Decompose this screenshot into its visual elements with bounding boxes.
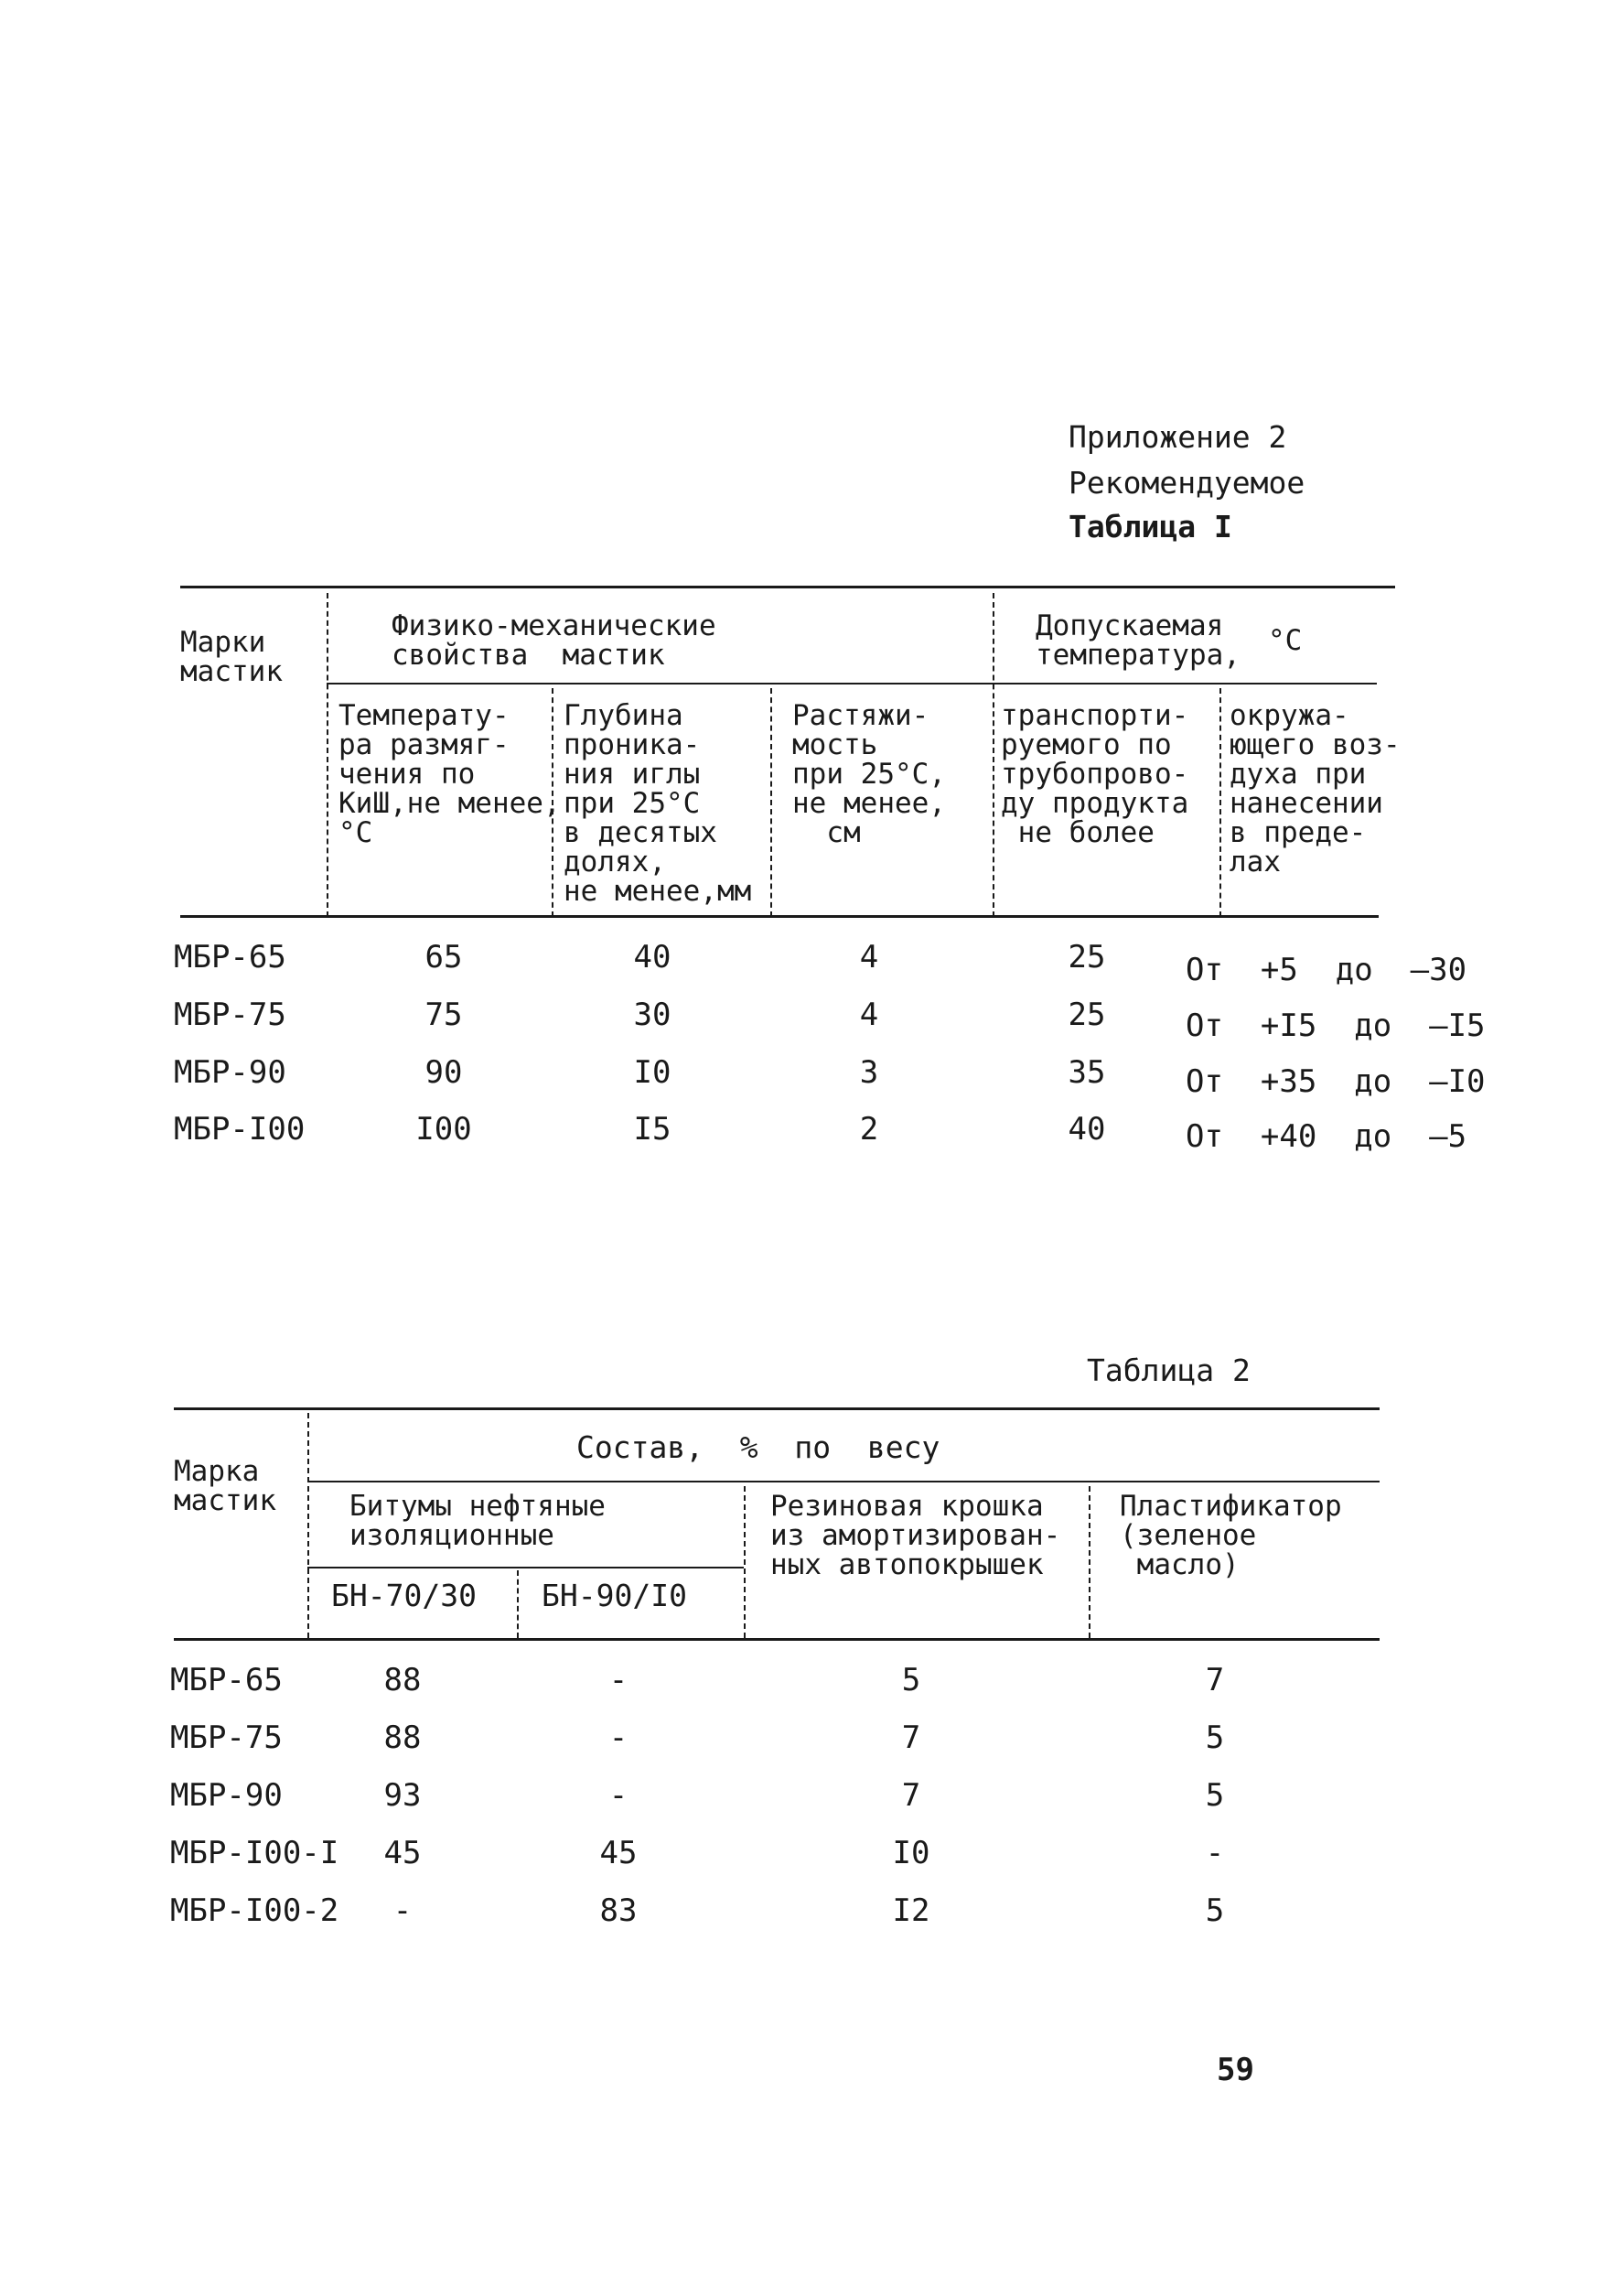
table1-cell-penetration: I5	[633, 1111, 671, 1148]
table2-cell-bn9010: -	[608, 1777, 628, 1814]
table2-cell-bn7030: 45	[383, 1835, 422, 1871]
table2-header-composition: Состав, % по весу	[576, 1429, 940, 1465]
table1-cell-brand: МБР-65	[174, 939, 286, 976]
table1-title: Таблица I	[1069, 509, 1232, 544]
table1-cell-brand: МБР-I00	[174, 1111, 306, 1148]
table2-cell-brand: МБР-90	[170, 1777, 283, 1814]
table1-cell-ambient: От +5 до –30	[1186, 952, 1467, 988]
table2-top-rule	[174, 1407, 1380, 1410]
table1-header-temp-unit: °С	[1268, 624, 1303, 657]
table1-header-transport: транспорти- руемого по трубопрово- ду продукта не более	[1001, 699, 1189, 849]
table2-header-bn9010: БН-90/I0	[542, 1578, 687, 1613]
table2-cell-brand: МБР-I00-I	[170, 1835, 339, 1871]
table2-header-bn7030: БН-70/30	[331, 1578, 477, 1613]
table2-cell-rubber: I2	[892, 1892, 930, 1929]
table2-header-brand: Марка мастик	[174, 1455, 276, 1517]
table1-cell-transport: 35	[1068, 1054, 1106, 1091]
table2-cell-bn9010: -	[608, 1719, 628, 1756]
table1-cell-ductility: 4	[859, 997, 879, 1033]
recommended-label: Рекомендуемое	[1069, 465, 1305, 501]
table2-header-plasticizer: Пластификатор (зеленое масло)	[1120, 1490, 1342, 1581]
table1-col-divider	[327, 593, 328, 917]
table1-header-rule	[180, 915, 1379, 918]
table2-group-rule	[307, 1481, 1380, 1482]
table1-cell-brand: МБР-75	[174, 997, 286, 1033]
table1-cell-softening: 75	[424, 997, 463, 1033]
table2-cell-brand: МБР-65	[170, 1662, 283, 1698]
table1-cell-softening: 65	[424, 939, 463, 976]
table1-header-ambient: окружа- ющего воз- духа при нанесении в преде- лах	[1230, 699, 1401, 879]
table2-cell-rubber: 7	[901, 1719, 921, 1756]
table2-cell-brand: МБР-75	[170, 1719, 283, 1756]
table1-cell-ductility: 4	[859, 939, 879, 976]
table1-cell-penetration: I0	[633, 1054, 671, 1091]
table2-cell-plasticizer: 7	[1205, 1662, 1225, 1698]
table1-cell-brand: МБР-90	[174, 1054, 286, 1091]
table2-cell-rubber: I0	[892, 1835, 930, 1871]
table2-cell-plasticizer: -	[1205, 1835, 1225, 1871]
table2-cell-bn9010: 45	[599, 1835, 638, 1871]
table2-cell-rubber: 5	[901, 1662, 921, 1698]
table1-header-brand: Марки мастик	[180, 626, 283, 688]
table1-cell-transport: 25	[1068, 997, 1106, 1033]
table2-col-divider	[307, 1413, 309, 1638]
table2-col-divider	[744, 1486, 746, 1638]
table2-cell-bn7030: 88	[383, 1662, 422, 1698]
table2-cell-bn7030: 88	[383, 1719, 422, 1756]
table2-header-rule	[174, 1638, 1380, 1641]
table1-header-temp: Допускаемая температура,	[1036, 609, 1241, 672]
table1-cell-ambient: От +40 до –5	[1186, 1118, 1467, 1155]
table1-header-physmech: Физико-механические свойства мастик	[392, 609, 716, 672]
table2-header-bitumen: Битумы нефтяные изоляционные	[349, 1490, 606, 1552]
table1-col-divider	[993, 593, 994, 917]
table1-cell-ambient: От +I5 до –I5	[1186, 1008, 1486, 1044]
table2-col-divider	[517, 1570, 519, 1638]
table2-cell-brand: МБР-I00-2	[170, 1892, 339, 1929]
table2-cell-plasticizer: 5	[1205, 1892, 1225, 1929]
table1-col-divider	[1219, 688, 1221, 917]
table1-cell-transport: 40	[1068, 1111, 1106, 1148]
table1-cell-ductility: 2	[859, 1111, 879, 1148]
table1-header-ductility: Растяжи- мость при 25°С, не менее, см	[792, 699, 946, 849]
table1-group-rule-left	[327, 683, 1011, 684]
table1-cell-ductility: 3	[859, 1054, 879, 1091]
table2-cell-bn7030: -	[392, 1892, 413, 1929]
table1-cell-softening: 90	[424, 1054, 463, 1091]
table2-title: Таблица 2	[1087, 1353, 1251, 1388]
table2-bitumen-rule	[307, 1567, 744, 1568]
table1-cell-softening: I00	[415, 1111, 472, 1148]
table2-col-divider	[1089, 1486, 1090, 1638]
table2-cell-bn7030: 93	[383, 1777, 422, 1814]
table1-top-rule	[180, 586, 1395, 588]
table1-cell-penetration: 30	[633, 997, 671, 1033]
table1-group-rule-right	[993, 683, 1377, 684]
table2-cell-bn9010: -	[608, 1662, 628, 1698]
table1-cell-penetration: 40	[633, 939, 671, 976]
table2-header-rubber: Резиновая крошка из амортизирован- ных автопокрышек	[770, 1490, 1061, 1581]
table1-cell-ambient: От +35 до –I0	[1186, 1063, 1486, 1100]
table2-cell-rubber: 7	[901, 1777, 921, 1814]
page-number: 59	[1217, 2052, 1254, 2088]
table1-col-divider	[770, 688, 772, 917]
table1-header-softening: Температу- ра размяг- чения по КиШ,не менее, °С	[338, 699, 561, 849]
table2-cell-plasticizer: 5	[1205, 1777, 1225, 1814]
table2-cell-bn9010: 83	[599, 1892, 638, 1929]
table1-header-penetration: Глубина проника- ния иглы при 25°С в десятых долях, не менее,мм	[564, 699, 752, 908]
table2-cell-plasticizer: 5	[1205, 1719, 1225, 1756]
appendix-label: Приложение 2	[1069, 419, 1287, 455]
table1-cell-transport: 25	[1068, 939, 1106, 976]
